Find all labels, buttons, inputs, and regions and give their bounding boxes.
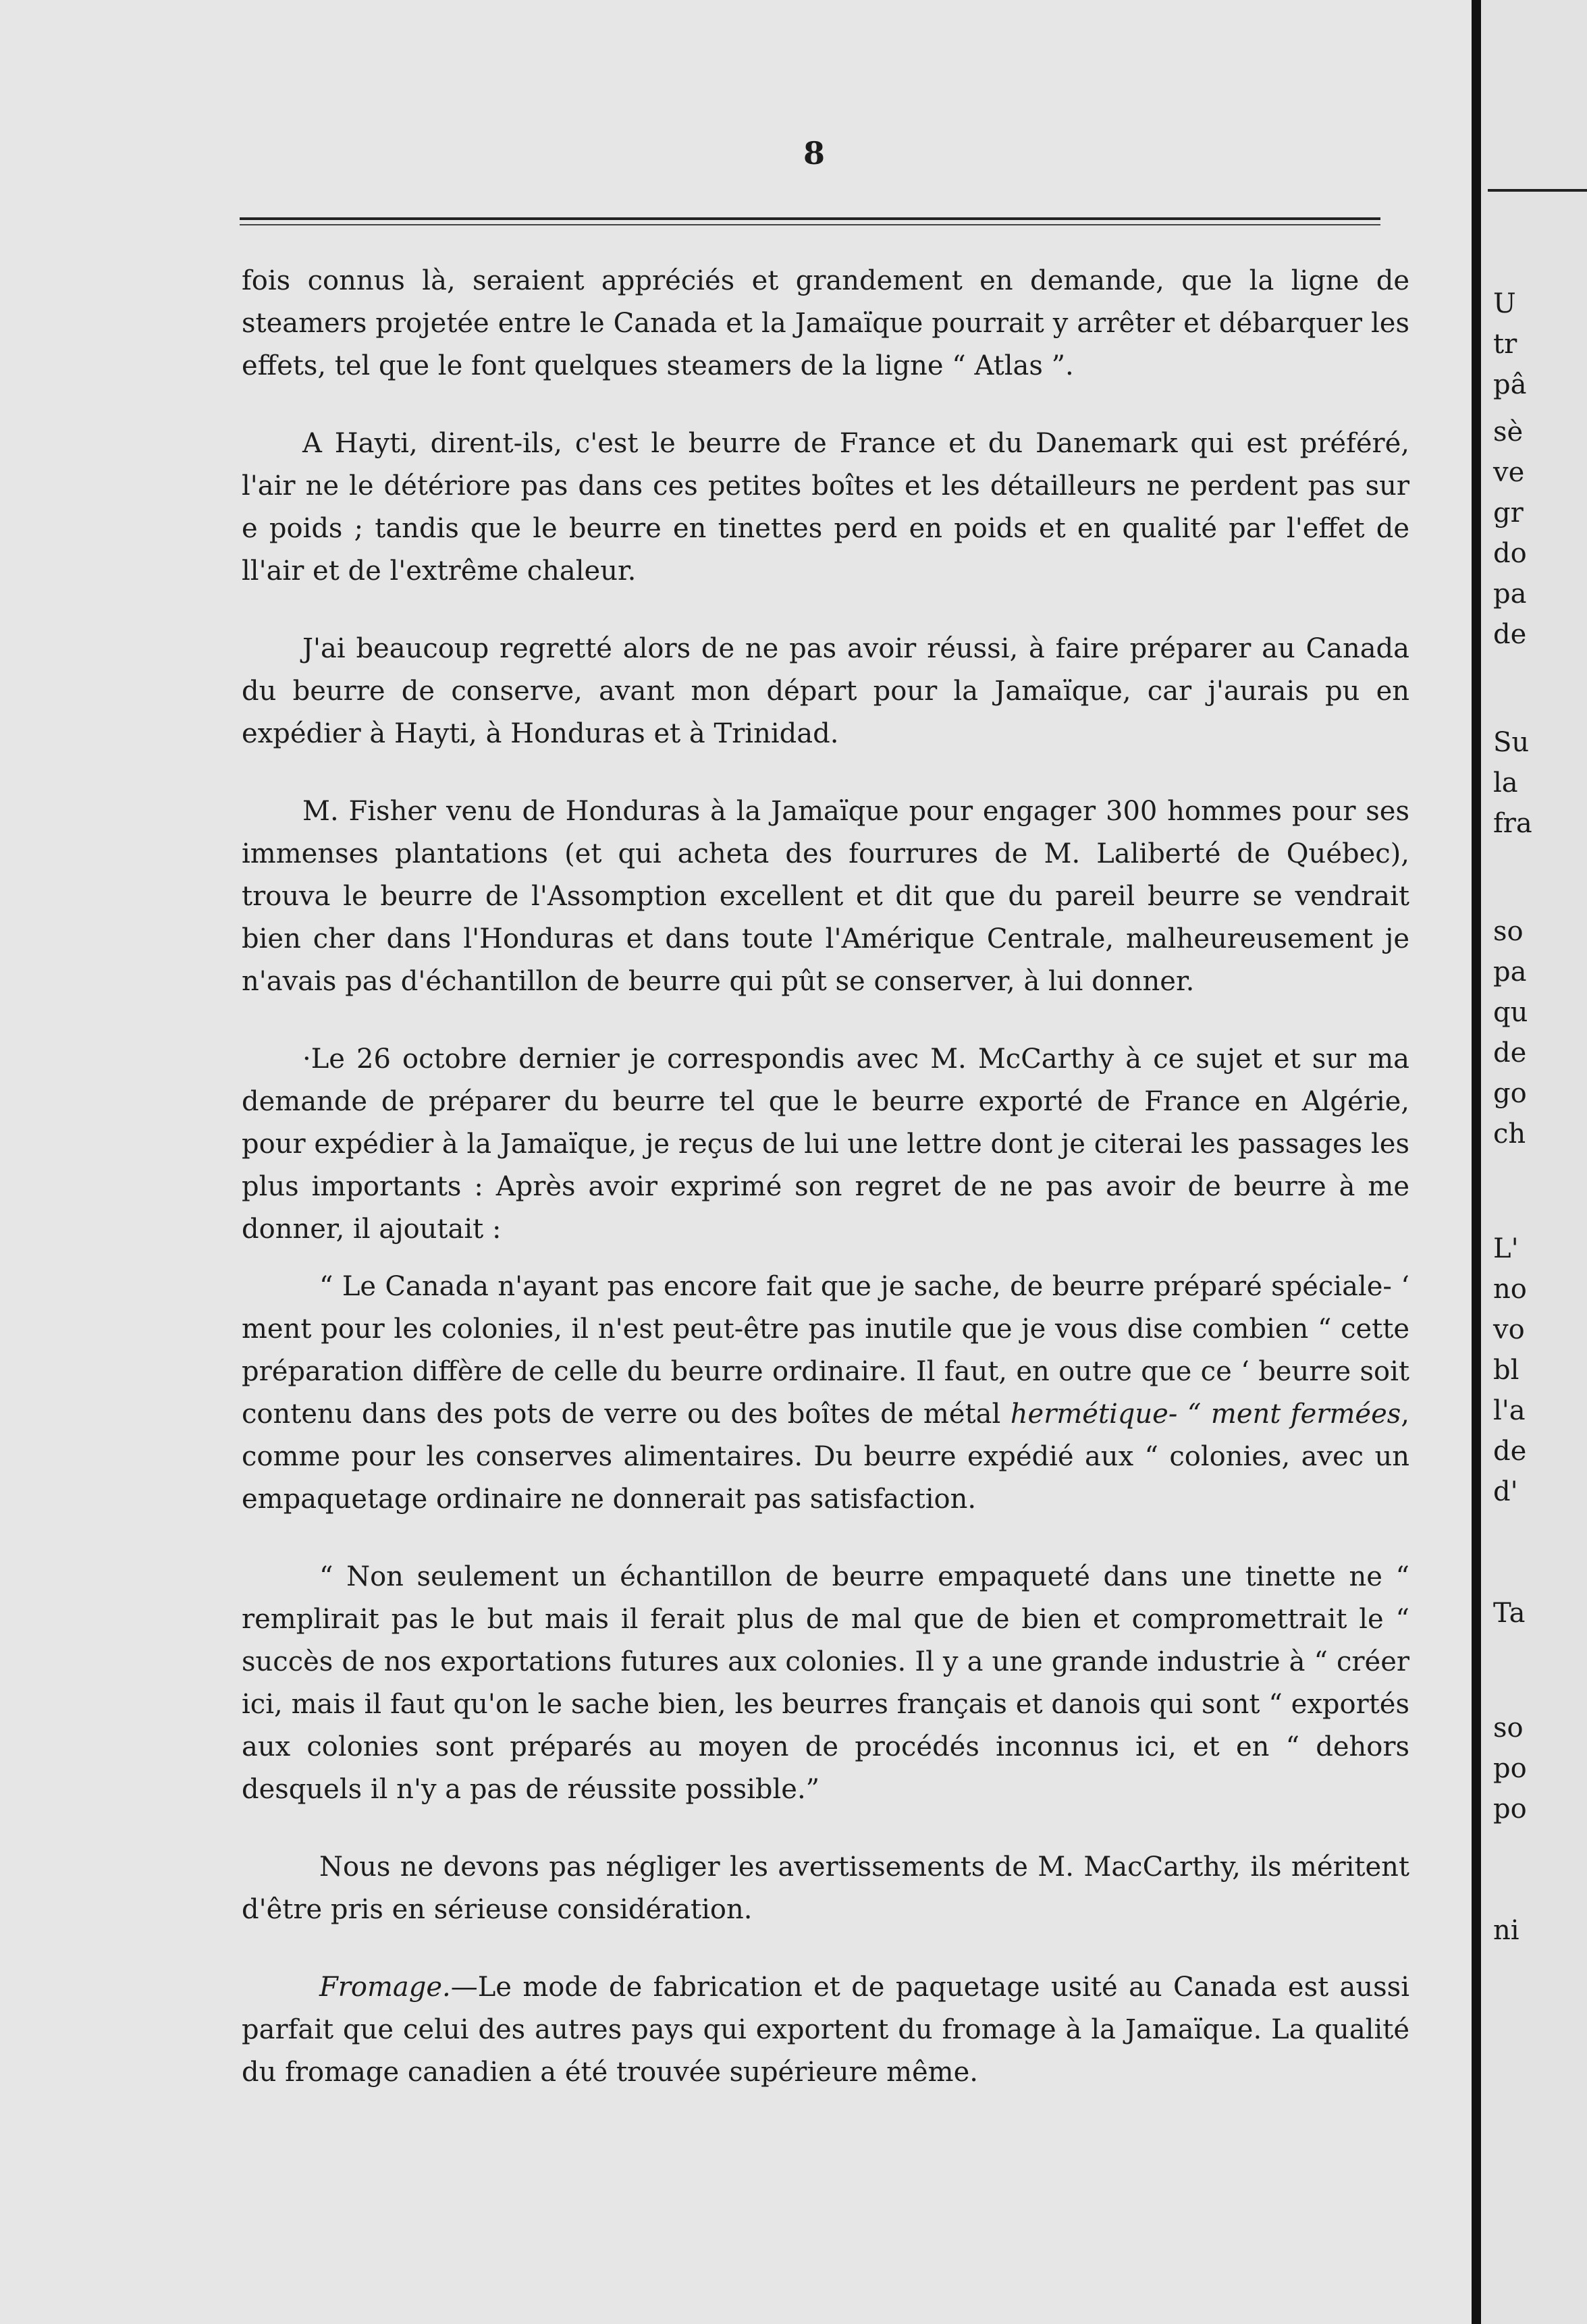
adjacent-page-fragment: po xyxy=(1493,1753,1527,1784)
page-gutter xyxy=(1472,0,1481,2324)
adjacent-page-fragment: pa xyxy=(1493,578,1527,610)
fromage-paragraph xyxy=(242,1966,1409,2094)
adjacent-page-fragment: qu xyxy=(1493,997,1528,1028)
adjacent-page-fragment: la xyxy=(1493,767,1518,799)
header-rule xyxy=(240,217,1380,220)
adjacent-page-fragment: de xyxy=(1493,1436,1527,1467)
paragraph-5: ·Le 26 octobre dernier je correspondis avec M. McCarthy à ce sujet et sur ma demande de préparer du beurre tel que le beurre exporté de France en Algérie, pour expédier à la Jamaïque, je reçus de lui une lettre dont je citerai les passages les plus importants : Après avoir exprimé son regret de ne pas avoir de beurre à me donner, il ajoutait : xyxy=(242,1044,1409,1245)
fromage-heading: Fromage. xyxy=(319,1972,451,2003)
header-rule-secondary xyxy=(240,224,1380,225)
adjacent-page-fragment: no xyxy=(1493,1274,1527,1305)
quote-1 xyxy=(242,1266,1409,1521)
adjacent-page-fragment: gr xyxy=(1493,497,1524,529)
body-text xyxy=(242,260,1409,2129)
adjacent-page-fragment: tr xyxy=(1493,329,1517,360)
adjacent-page-fragment: vo xyxy=(1493,1314,1525,1345)
adjacent-page-fragment: l'a xyxy=(1493,1395,1526,1426)
adjacent-page-fragment: go xyxy=(1493,1078,1527,1109)
paragraph-3: J'ai beaucoup regretté alors de ne pas avoir réussi, à faire préparer au Canada du beurre de conserve, avant mon départ pour la Jamaïque, car j'aurais pu en expédier à Hayti, à Honduras et à Trinidad. xyxy=(242,633,1409,749)
page-number: 8 xyxy=(803,135,826,171)
adjacent-page-fragment: po xyxy=(1493,1793,1527,1825)
fromage-text: —Le mode de fabrication et de paquetage usité au Canada est aussi parfait que celui des autres pays qui exportent du fromage à la Jamaïque. La qualité du fromage canadien a été trouvée supérieure même. xyxy=(242,1972,1409,2088)
adjacent-page-fragment: bl xyxy=(1493,1355,1519,1386)
adjacent-page-fragment: fra xyxy=(1493,808,1532,839)
adjacent-page-fragment: de xyxy=(1493,1037,1527,1069)
adjacent-page-fragment: Su xyxy=(1493,727,1530,758)
adjacent-page-fragment: sè xyxy=(1493,416,1524,448)
quote-1-start: “ Le Canada n'ayant pas encore fait que je sache, de beurre préparé spéciale- ‘ ment pour les colonies, il n'est peut-être pas inutile que je vous dise combien “ cette préparation diffère de celle du beurre ordinaire. Il faut, en outre que ce ‘ beurre soit contenu dans des pots de verre ou des boîtes de métal xyxy=(242,1271,1409,1430)
adjacent-page-fragment: de xyxy=(1493,619,1527,650)
adjacent-page-rule xyxy=(1488,189,1587,192)
quote-1-italic: hermétique- “ ment fermées xyxy=(1010,1399,1401,1430)
adjacent-page-fragment: so xyxy=(1493,916,1524,947)
paragraph-2: A Hayti, dirent-ils, c'est le beurre de France et du Danemark qui est préféré, l'air ne le détériore pas dans ces petites boîtes et les détailleurs ne perdent pas sur e poids ; tandis que le beurre en tinettes perd en poids et en qualité par l'effet de ll'air et de l'extrême chaleur. xyxy=(242,428,1409,587)
adjacent-page-fragment: U xyxy=(1493,288,1516,319)
adjacent-page-fragment: pâ xyxy=(1493,369,1527,400)
adjacent-page-fragment: so xyxy=(1493,1712,1524,1744)
quote-2: “ Non seulement un échantillon de beurre empaqueté dans une tinette ne “ remplirait pas le but mais il ferait plus de mal que de bien et compromettrait le “ succès de nos exportations futures aux colonies. Il y a une grande industrie à “ créer ici, mais il faut qu'on le sache bien, les beurres français et danois qui sont “ exportés aux colonies sont préparés au moyen de procédés inconnus ici, et en “ dehors desquels il n'y a pas de réussite possible.” xyxy=(242,1561,1409,1805)
adjacent-page-edge xyxy=(1481,0,1587,2324)
paragraph-after-quotes: Nous ne devons pas négliger les avertissements de M. MacCarthy, ils méritent d'être pris en sérieuse considération. xyxy=(242,1852,1409,1925)
paragraph-4: M. Fisher venu de Honduras à la Jamaïque pour engager 300 hommes pour ses immenses plantations (et qui acheta des fourrures de M. Laliberté de Québec), trouva le beurre de l'Assomption excellent et dit que du pareil beurre se vendrait bien cher dans l'Honduras et dans toute l'Amérique Centrale, malheureusement je n'avais pas d'échantillon de beurre qui pût se conserver, à lui donner. xyxy=(242,796,1409,997)
adjacent-page-fragment: do xyxy=(1493,538,1527,569)
adjacent-page-fragment: ve xyxy=(1493,457,1525,488)
adjacent-page-fragment: Ta xyxy=(1493,1598,1526,1629)
adjacent-page-fragment: pa xyxy=(1493,956,1527,988)
adjacent-page-fragment: ni xyxy=(1493,1915,1519,1946)
adjacent-page-fragment: ch xyxy=(1493,1118,1526,1150)
adjacent-page-fragment: d' xyxy=(1493,1476,1518,1507)
paragraph-1: fois connus là, seraient appréciés et grandement en demande, que la ligne de steamers projetée entre le Canada et la Jamaïque pourrait y arrêter et débarquer les effets, tel que le font quelques steamers de la ligne “ Atlas ”. xyxy=(242,265,1409,381)
adjacent-page-fragment: L' xyxy=(1493,1233,1519,1264)
quote-1-end: , comme pour les conserves alimentaires. Du beurre expédié aux “ colonies, avec un empaquetage ordinaire ne donnerait pas satisfaction. xyxy=(242,1399,1409,1515)
